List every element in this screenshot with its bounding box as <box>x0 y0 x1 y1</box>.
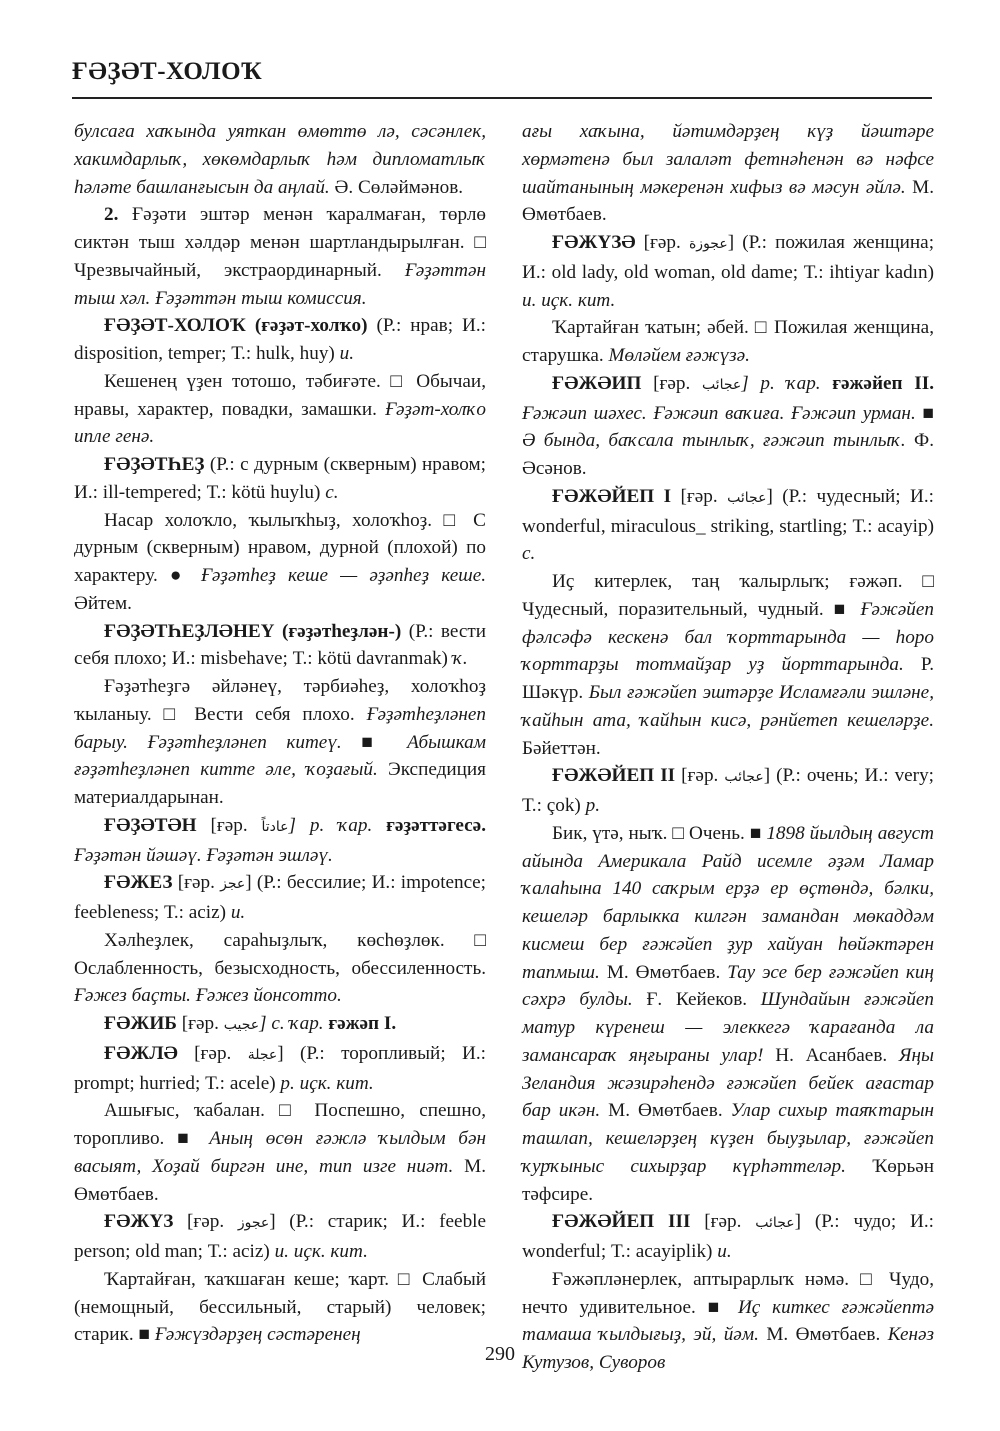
entry-gazhla: ҒӘЖЛӘ [ғәр. عجلة] (Р.: торопливый; И.: prompt; hurried; Т.: acele) р. иҫк. кит. <box>74 1042 486 1094</box>
entry-gazat-holok: ҒӘҘӘТ-ХОЛОҠ (ғәҙәт-холҡо) (Р.: нрав; И.: disposition, temper; Т.: hulk, huy) и. <box>74 315 486 364</box>
entry-gazhuza-def: Ҡартайған ҡатын; әбей. □ Пожилая женщина, старушка. Мөләйем ғәжүзә. <box>522 317 934 366</box>
entry-gazhayep-3: ҒӘЖӘЙЕП III [ғәр. عجائب] (Р.: чудо; И.: wonderful; Т.: acayiplik) и. <box>522 1211 934 1262</box>
entry-gazhla-def: Ашығыс, ҡабалан. □ Поспешно, спешно, торопливо. ■ Аның өсөн ғәжлә ҡылдым бән васыят, Хоҙай биргән ине, тип изге ниәт. М. Өмөтбаев. <box>74 1100 486 1205</box>
entry-gazhayep-3-def: Ғәжәпләнерлек, аптырарлыҡ нәмә. □ Чудо, нечто удивительное. ■ Иҫ киткес ғәжәйептә тамаша ҡылдығыҙ, эй, йәм. М. Өмөтбаев. Кенәз Кутузов, Суворов <box>522 1268 935 1373</box>
sense-2: 2. Ғәҙәти эштәр менән ҡаралмаған, төрлө сиктән тыш хәлдәр менән шартландырылған. □ Чрезвычайный, экстраординарный. Ғәҙәттән тыш хәл. Ғәҙәттән тыш комиссия. <box>74 204 486 309</box>
header-rule <box>72 97 932 99</box>
entry-gazatan: ҒӘҘӘТӘН [ғәр. عادتاً] р. ҡар. ғәҙәттәгесә. Ғәҙәтән йәшәү. Ғәҙәтән эшләү. <box>74 814 486 866</box>
entry-gazathez-def: Насар холоҡло, ҡылыҡһыҙ, холоҡһоҙ. □ С дурным (скверным) нравом, дурной (плохой) по характеру. ● Ғәҙәтһеҙ кеше — әҙәпһеҙ кеше. Әйтем. <box>74 509 487 614</box>
entry-gazat-holok-def: Кешенең үҙен тотошо, тәбиғәте. □ Обычаи, нравы, характер, повадки, замашки. Ғәҙәт-холҡо ипле генә. <box>74 370 486 448</box>
entry-continuation: булсаға хаҡында уяткан өмөттө лә, сәсәнлек, хакимдарлыҡ, хөкөмдарлыҡ һәм дипломатлыҡ һәләте башланғысын да аңлай. Ә. Сөләймәнов. <box>74 121 486 198</box>
right-column <box>522 118 934 1377</box>
entry-gazhuz-def: Ҡартайған, ҡаҡшаған кеше; ҡарт. □ Слабый (немощный, бессильный, старый) человек; старик. ■ Ғәжүздәрҙең сәстәренең <box>74 1268 486 1346</box>
entry-gazhib: ҒӘЖИБ [ғәр. عجيب] с. ҡар. ғәжәп I. <box>104 1013 397 1034</box>
running-head: ҒӘҘӘТ-ХОЛОҠ <box>72 58 263 85</box>
entry-gazathez: ҒӘҘӘТҺЕҘ (Р.: с дурным (скверным) нравом; И.: ill-tempered; Т.: kötü huylu) с. <box>74 454 486 503</box>
left-column <box>74 118 486 1349</box>
entry-gazhaip: ҒӘЖӘИП [ғәр. عجائب] р. ҡар. ғәжәйеп II. Ғәжәип шәхес. Ғәжәип ваҡиға. Ғәжәип урман. ■ Ә бында, баҡсала тынлыҡ, ғәжәип тынлыҡ. Ф. Әсәнов. <box>522 372 935 479</box>
entry-gazhez: ҒӘЖЕЗ [ғәр. عجز] (Р.: бессилие; И.: impotence; feebleness; Т.: aciz) и. <box>74 872 487 923</box>
entry-gazhayep-1-def: Иҫ китерлек, таң ҡалырлыҡ; ғәжәп. □ Чудесный, поразительный, чудный. ■ Ғәжәйеп фәлсәфә кескенә бал ҡорттарында — һоро ҡорттарҙы тотмайҙар уҙ йорттарында. Р. Шәкүр. Был ғәжәйеп эштәрҙе Исламғәли эшләне, ҡайһын ата, ҡайһын кисә, рәнйетеп кешеләрҙе. Бәйеттән. <box>522 571 934 759</box>
entry-gazhuza: ҒӘЖҮЗӘ [ғәр. عجوزة] (Р.: пожилая женщина; И.: old lady, old woman, old dame; Т.: ihtiyar kadın) и. иҫк. кит. <box>522 232 935 311</box>
entry-continuation-right: ағы хаҡына, йәтимдәрҙең күҙ йәштәре хөрмәтенә был залаләт фетнәһенән вә нәфсе шайтанының мәкеренән хифыз вә мәсун әйлә. М. Өмөтбаев. <box>522 121 935 226</box>
entry-gazhayep-2-def: Бик, үтә, ныҡ. □ Очень. ■ 1898 йылдың август айында Америкала Райд исемле әҙәм Ламар ҡалаһына 140 саҡрым ерҙә ер өҫтөндә, бәлки, кешеләр барлыкка килгән замандан мөкаддәм кисмеш бер ғәжәйеп ҙур хайуан һөйәктәрен тапмыш. М. Өмөтбаев. Тау эсе бер ғәжәйеп киң сәхрә булды. Ғ. Кейеков. Шундайын ғәжәйеп матур күренеш — элеккегә ҡарағанда ла замансараҡ яңғыраны улар! Н. Асанбаев. Яңы Зеландия жәзирәһендә ғәжәйеп бейек ағастар бар икән. М. Өмөтбаев. Улар сихыр таяҡтарын ташлап, кешеләрҙең күҙен быуҙылар, ғәжәйеп ҡурҡыныс сихырҙар күрһәттеләр. Ҡөрьән тәфсире. <box>522 822 935 1205</box>
entry-gazhez-def: Хәлһеҙлек, сараһыҙлыҡ, көсһөҙлөк. □ Ослабленность, безысходность, обессиленность. Ғәжез баҫты. Ғәжез йонсотто. <box>74 929 486 1007</box>
entry-gazhuz: ҒӘЖҮЗ [ғәр. عجوز] (Р.: старик; И.: feeble person; old man; Т.: aciz) и. иҫк. кит. <box>74 1211 487 1262</box>
entry-gazathezlaneu: ҒӘҘӘТҺЕҘЛӘНЕҮ (ғәҙәтһеҙлән-) (Р.: вести себя плохо; И.: misbehave; Т.: kötü davranmak) ҡ. <box>74 620 487 670</box>
entry-gazathezlaneu-def: Ғәҙәтһеҙгә әйләнеү, тәрбиәһеҙ, холоҡһоҙ ҡыланыу. □ Вести себя плохо. Ғәҙәтһеҙләнеп барыу. Ғәҙәтһеҙләнеп китеү. ■ Абышкам ғәҙәтһеҙләнеп китте әле, ҡоҙағый. Экспедиция материалдарынан. <box>74 676 486 808</box>
entry-gazhayep-2: ҒӘЖӘЙЕП II [ғәр. عجائب] (Р.: очень; И.: very; Т.: çok) р. <box>522 765 934 816</box>
entry-gazhayep-1: ҒӘЖӘЙЕП I [ғәр. عجائب] (Р.: чудесный; И.: wonderful, miraculous_ striking, startling; Т.: acayip) с. <box>522 485 934 565</box>
page-number: 290 <box>485 1343 515 1365</box>
